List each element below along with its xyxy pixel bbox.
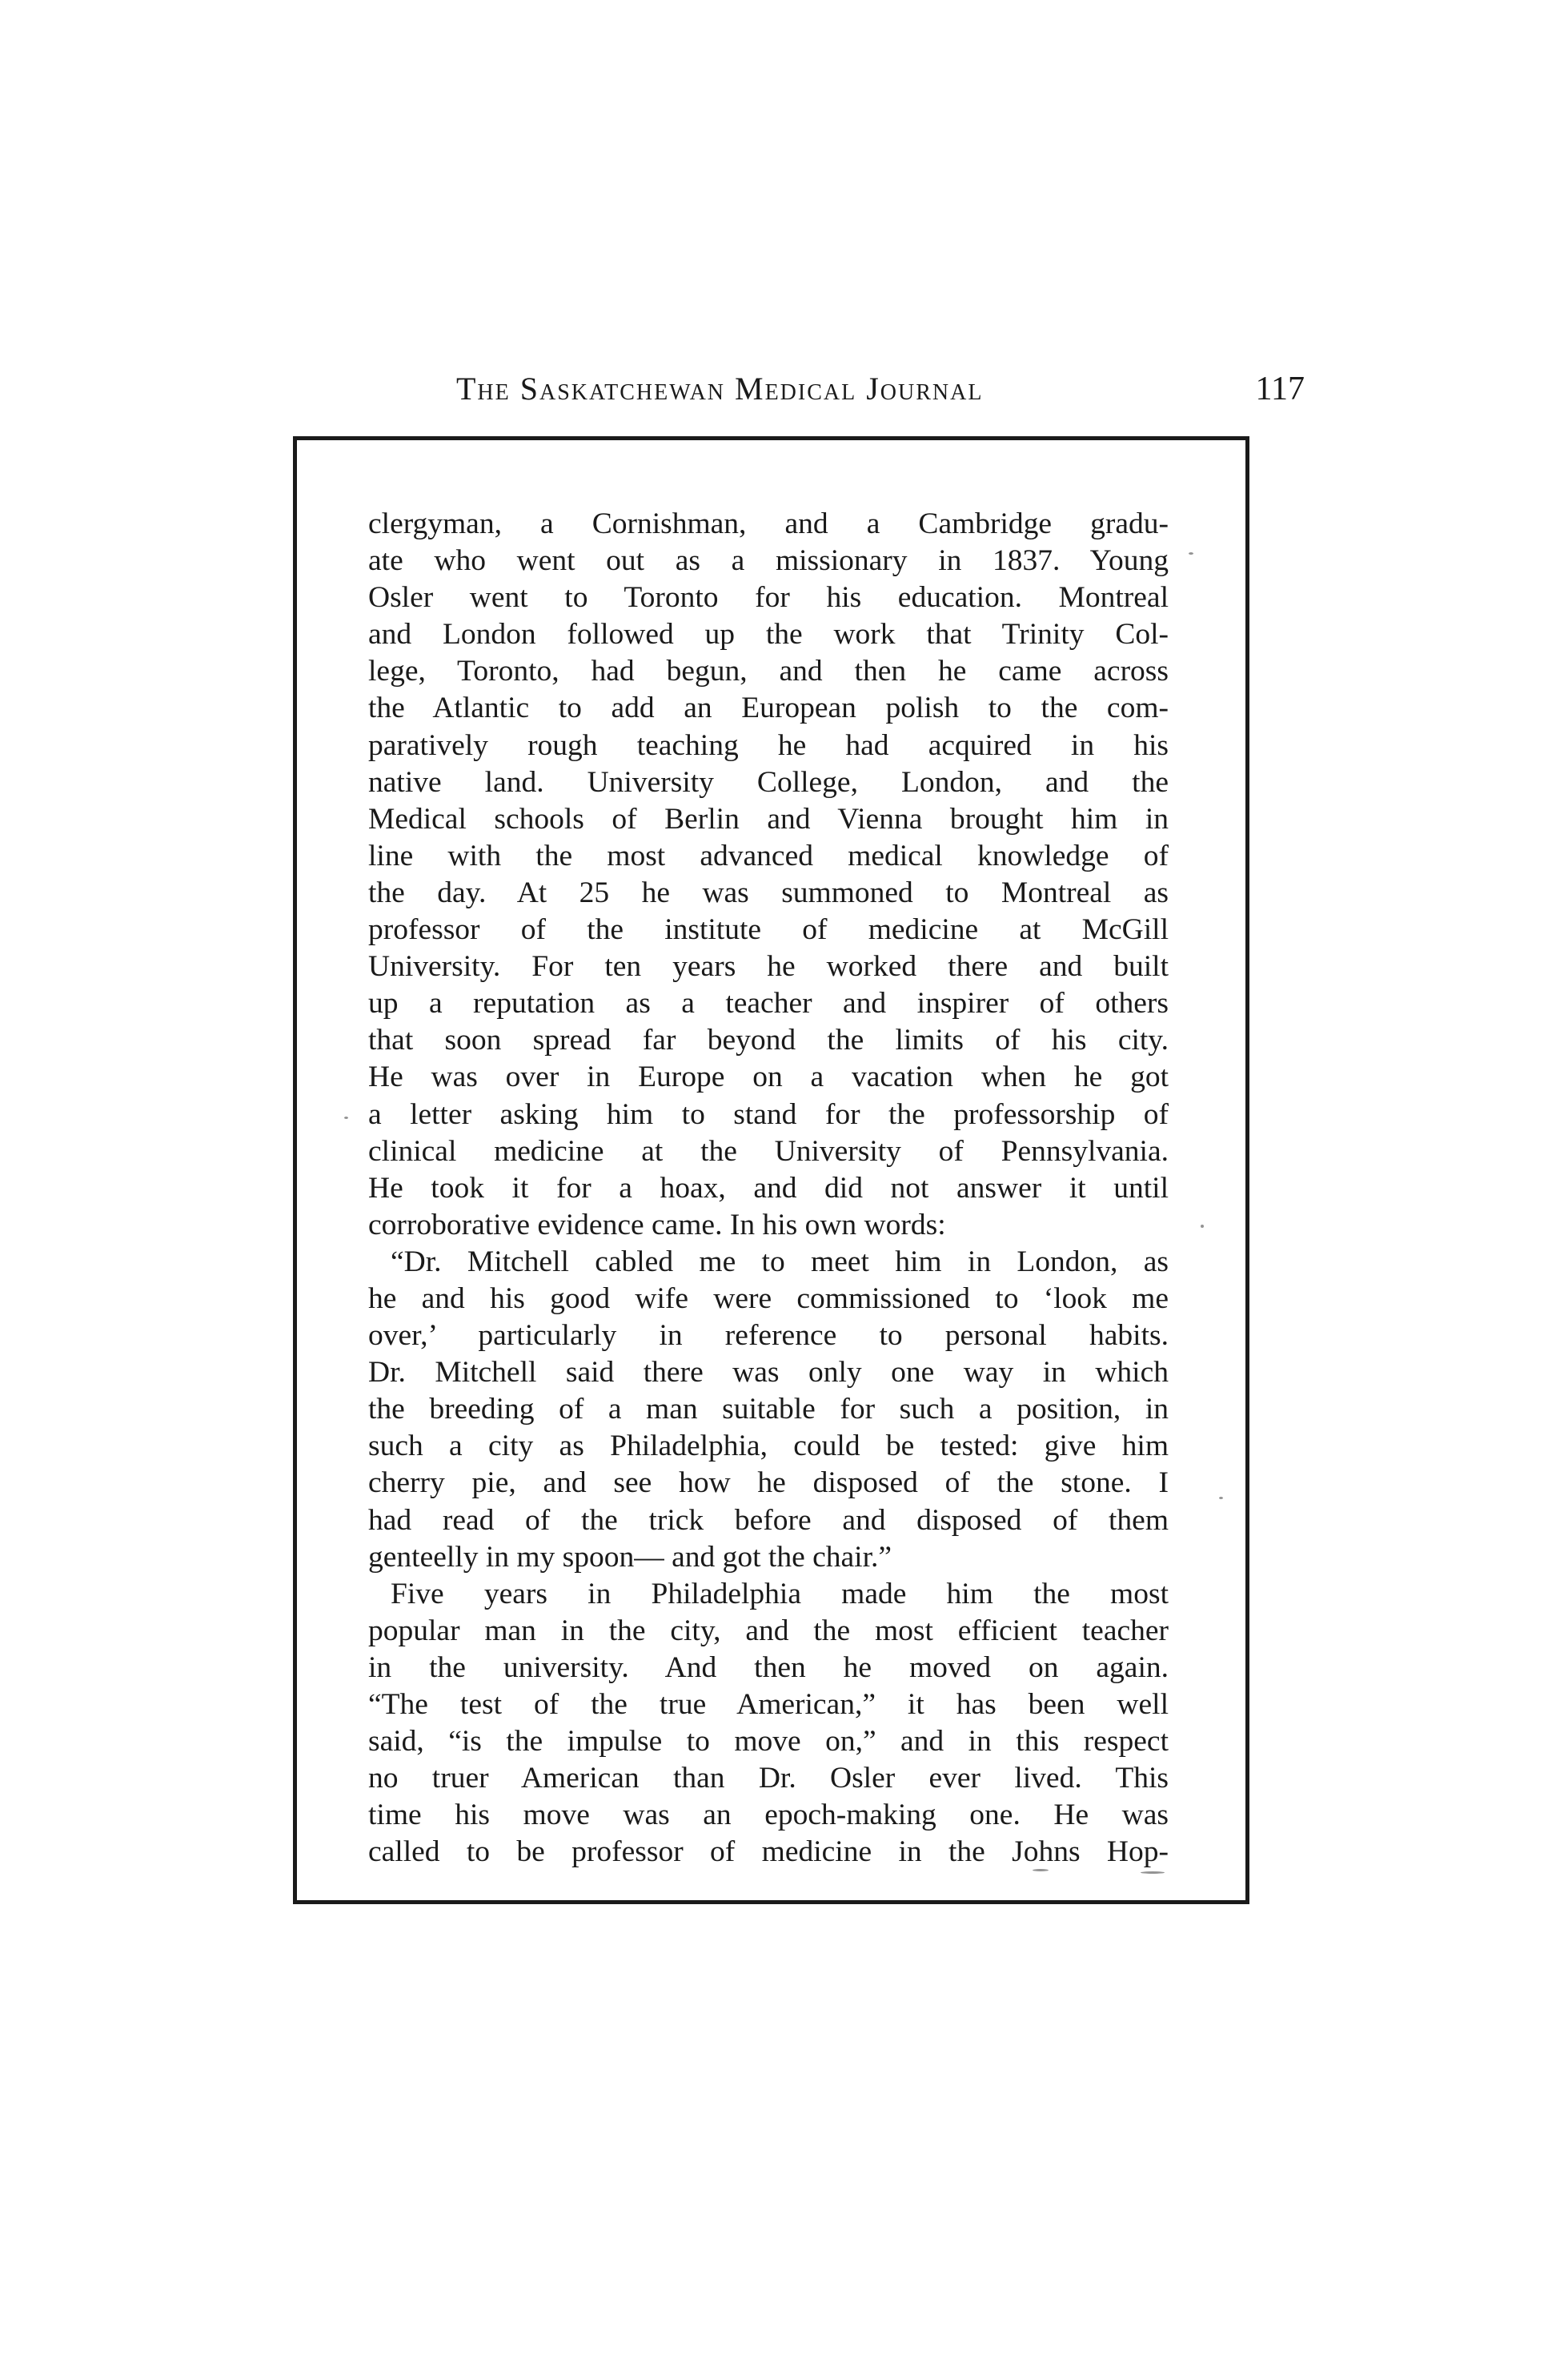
text-line: in the university. And then he moved on again. [368, 1650, 1169, 1684]
text-line: no truer American than Dr. Osler ever lived. This [368, 1762, 1169, 1795]
page-number: 117 [1255, 371, 1305, 407]
text-line: He took it for a hoax, and did not answer it until [368, 1171, 1169, 1205]
text-line: “Dr. Mitchell cabled me to meet him in London, as [391, 1245, 1169, 1278]
text-line: University. For ten years he worked there and built [368, 950, 1169, 984]
text-line: clergyman, a Cornishman, and a Cambridge gradu- [368, 507, 1169, 540]
text-line: “The test of the true American,” it has been well [368, 1688, 1169, 1721]
text-line: said, “is the impulse to move on,” and in this respect [368, 1725, 1169, 1758]
text-line: up a reputation as a teacher and inspirer of others [368, 987, 1169, 1021]
text-line: time his move was an epoch-making one. He was [368, 1799, 1169, 1832]
text-line: the Atlantic to add an European polish to the com- [368, 692, 1169, 725]
text-line: a letter asking him to stand for the professorship of [368, 1097, 1169, 1131]
scan-speck [1201, 1225, 1204, 1228]
text-line: Medical schools of Berlin and Vienna brought him in [368, 802, 1169, 836]
text-line: had read of the trick before and disposed of them [368, 1503, 1169, 1537]
text-line: line with the most advanced medical knowledge of [368, 839, 1169, 872]
text-line: cherry pie, and see how he disposed of the stone. I [368, 1466, 1169, 1500]
text-line: called to be professor of medicine in the Johns Hop- [368, 1835, 1169, 1869]
text-line: He was over in Europe on a vacation when he got [368, 1061, 1169, 1094]
text-line: lege, Toronto, had begun, and then he came across [368, 655, 1169, 688]
running-header [376, 370, 1305, 426]
text-line: ate who went out as a missionary in 1837. Young [368, 544, 1169, 578]
text-line: paratively rough teaching he had acquired in his [368, 728, 1169, 762]
text-line: Osler went to Toronto for his education. Montreal [368, 581, 1169, 615]
scan-speck [1141, 1871, 1165, 1874]
text-line: corroborative evidence came. In his own words: [368, 1208, 946, 1241]
text-line: clinical medicine at the University of Pennsylvania. [368, 1134, 1169, 1168]
text-line: the breeding of a man suitable for such a position, in [368, 1393, 1169, 1426]
journal-title: The Saskatchewan Medical Journal [456, 371, 984, 407]
text-line: the day. At 25 he was summoned to Montreal as [368, 876, 1169, 909]
scan-speck [1033, 1869, 1049, 1871]
text-line: genteelly in my spoon— and got the chair.” [368, 1540, 892, 1574]
text-line: he and his good wife were commissioned to ‘look me [368, 1281, 1169, 1315]
text-line: that soon spread far beyond the limits of his city. [368, 1024, 1169, 1057]
scan-speck [1219, 1497, 1223, 1499]
text-line: popular man in the city, and the most efficient teacher [368, 1614, 1169, 1647]
article-text-block [368, 506, 1169, 1871]
scan-speck [344, 1117, 348, 1119]
text-line: native land. University College, London, and the [368, 765, 1169, 799]
scan-speck [1189, 552, 1193, 555]
text-line: and London followed up the work that Trinity Col- [368, 618, 1169, 652]
text-line: over,’ particularly in reference to personal habits. [368, 1319, 1169, 1353]
text-line: professor of the institute of medicine at McGill [368, 913, 1169, 947]
text-line: Dr. Mitchell said there was only one way in which [368, 1356, 1169, 1390]
text-line: such a city as Philadelphia, could be tested: give him [368, 1430, 1169, 1463]
text-line: Five years in Philadelphia made him the most [391, 1577, 1169, 1610]
